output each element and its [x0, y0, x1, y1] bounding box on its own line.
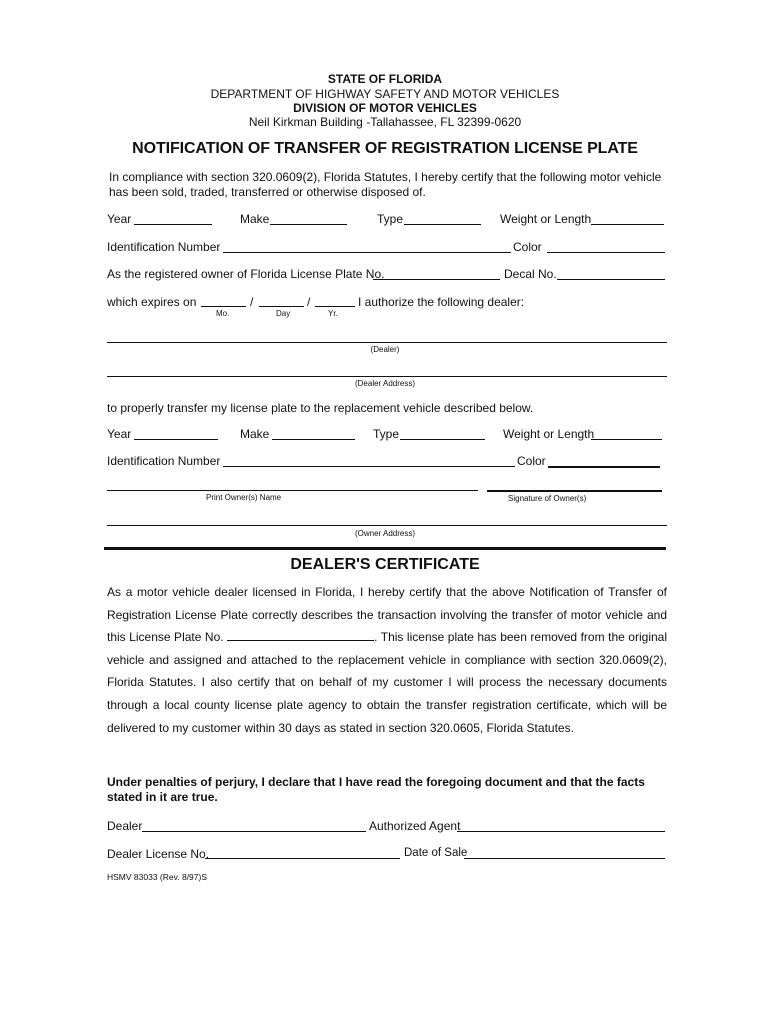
- vehicle1-id-field[interactable]: [223, 252, 511, 253]
- vehicle2-make-label: Make: [240, 427, 270, 441]
- dealer-address-caption: (Dealer Address): [354, 379, 416, 388]
- transfer-text: to properly transfer my license plate to the replacement vehicle described below.: [107, 401, 534, 415]
- perjury-statement: Under penalties of perjury, I declare that I have read the foregoing document and that the facts stated in it are true.: [107, 775, 645, 804]
- dealer-caption: (Dealer): [370, 345, 400, 354]
- header-address: Neil Kirkman Building -Tallahassee, FL 32399-0620: [248, 115, 522, 129]
- license-plate-field[interactable]: [373, 279, 500, 280]
- vehicle2-type-field[interactable]: [400, 439, 485, 440]
- owner-signature-caption: Signature of Owner(s): [508, 494, 587, 503]
- print-owner-name-field[interactable]: [107, 490, 478, 491]
- vehicle1-make-label: Make: [240, 212, 270, 226]
- intro-text: In compliance with section 320.0609(2), Florida Statutes, I hereby certify that the following motor vehicle has been sold, traded, transferred or otherwise disposed of.: [109, 170, 662, 199]
- certificate-text-part-2: . This license plate has been removed from the original vehicle and assigned and attached to the replacement vehicle in compliance with section 320.0609(2), Florida Statutes. I also certify that on behalf of my customer I will process the necessary documents through a local county license plate agency to obtain the transfer registration certificate, which will be delivered to my customer within 30 days as stated in section 320.0605, Florida Statutes.: [107, 630, 667, 735]
- expires-slash-1: /: [250, 295, 254, 309]
- dealer-license-label: Dealer License No.: [107, 847, 210, 861]
- owner-address-field[interactable]: [107, 525, 667, 526]
- vehicle1-color-field[interactable]: [547, 252, 665, 253]
- header-department: DEPARTMENT OF HIGHWAY SAFETY AND MOTOR VEHICLES: [210, 87, 560, 101]
- vehicle1-id-label: Identification Number: [107, 240, 221, 254]
- dealer-field[interactable]: [107, 342, 667, 343]
- vehicle2-type-label: Type: [373, 427, 400, 441]
- authorized-agent-label: Authorized Agent: [369, 819, 461, 833]
- decal-field[interactable]: [557, 279, 665, 280]
- vehicle2-weight-label: Weight or Length: [503, 427, 595, 441]
- vehicle1-year-field[interactable]: [134, 224, 212, 225]
- vehicle1-color-label: Color: [513, 240, 542, 254]
- vehicle2-color-label: Color: [517, 454, 546, 468]
- month-caption: Mo.: [216, 309, 230, 318]
- decal-label: Decal No.: [504, 267, 557, 281]
- dealer-address-field[interactable]: [107, 376, 667, 377]
- certificate-plate-field[interactable]: [227, 629, 374, 641]
- year-caption: Yr.: [328, 309, 338, 318]
- vehicle2-weight-field[interactable]: [591, 439, 662, 440]
- expires-year-field[interactable]: [315, 306, 355, 307]
- form-number: HSMV 83033 (Rev. 8/97)S: [107, 872, 207, 882]
- vehicle2-id-label: Identification Number: [107, 454, 221, 468]
- certificate-text-part-1: As a motor vehicle dealer licensed in Florida, I hereby certify that the above Notification of Transfer of Registration License Plate correctly describes the transaction involving the transfer of motor vehicle and this License Plate No.: [107, 585, 667, 645]
- expires-day-field[interactable]: [259, 306, 304, 307]
- date-of-sale-field[interactable]: [464, 858, 665, 859]
- vehicle2-id-field[interactable]: [223, 466, 515, 467]
- expires-month-field[interactable]: [201, 306, 246, 307]
- vehicle2-color-field[interactable]: [548, 466, 660, 468]
- dealer-license-field[interactable]: [205, 858, 400, 859]
- owner-signature-field[interactable]: [487, 490, 662, 492]
- dealer-sign-label: Dealer: [107, 819, 143, 833]
- vehicle1-type-field[interactable]: [404, 224, 481, 225]
- section-divider: [104, 547, 666, 550]
- vehicle2-make-field[interactable]: [272, 439, 355, 440]
- vehicle2-year-label: Year: [107, 427, 132, 441]
- dealer-certificate-heading: DEALER'S CERTIFICATE: [290, 556, 480, 573]
- date-of-sale-label: Date of Sale: [404, 847, 468, 859]
- vehicle1-make-field[interactable]: [270, 224, 347, 225]
- dealer-sign-field[interactable]: [142, 831, 366, 832]
- vehicle1-type-label: Type: [377, 212, 404, 226]
- expires-label: which expires on: [107, 295, 197, 309]
- vehicle2-year-field[interactable]: [134, 439, 218, 440]
- print-owner-name-caption: Print Owner(s) Name: [206, 493, 282, 502]
- header-state: STATE OF FLORIDA: [327, 72, 443, 86]
- registered-owner-label: As the registered owner of Florida License Plate No.: [107, 267, 385, 281]
- owner-address-caption: (Owner Address): [354, 529, 416, 538]
- header-division: DIVISION OF MOTOR VEHICLES: [293, 101, 477, 115]
- day-caption: Day: [276, 309, 291, 318]
- authorized-agent-field[interactable]: [457, 831, 665, 832]
- vehicle1-weight-label: Weight or Length: [500, 212, 592, 226]
- dealer-certificate-paragraph: [107, 581, 667, 739]
- vehicle1-weight-field[interactable]: [591, 224, 664, 225]
- form-title: NOTIFICATION OF TRANSFER OF REGISTRATION LICENSE PLATE: [132, 140, 638, 157]
- expires-slash-2: /: [307, 295, 311, 309]
- authorize-label: I authorize the following dealer:: [358, 295, 525, 309]
- vehicle1-year-label: Year: [107, 212, 132, 226]
